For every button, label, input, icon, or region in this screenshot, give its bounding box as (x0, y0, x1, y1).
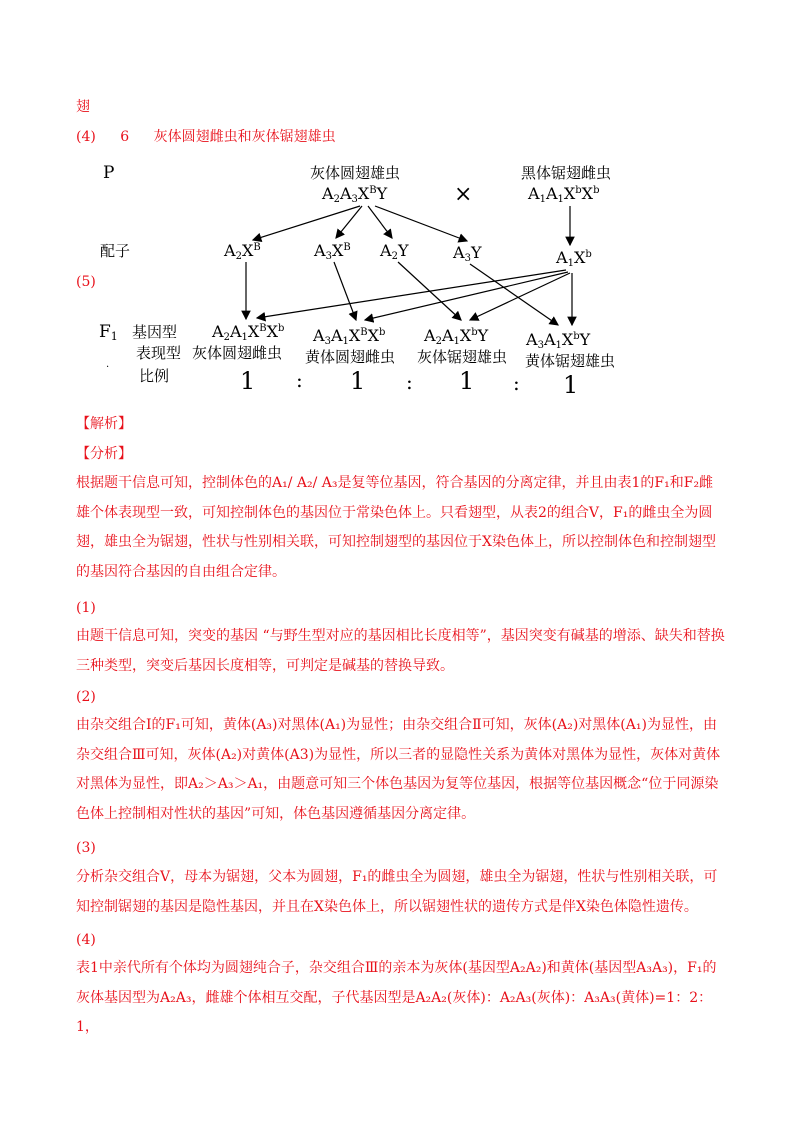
gamete-label: 配子 (100, 242, 131, 260)
offspring-genotype-2: $A3A1X^BX^b$ (313, 326, 386, 347)
fenxi-heading: 【分析】 (76, 446, 132, 462)
q3-paragraph: 分析杂交组合V，母本为锯翅，父本为圆翅，F₁的雌虫全为圆翅，雄虫全为锯翅，性状与性别相关联，可知控制锯翅的基因是隐性基因，并且在X染色体上，所以锯翅性状的遗传方式是伴X染色体隐性遗传。 (76, 869, 718, 915)
cross-symbol: × (454, 182, 473, 207)
q2-paragraph: 由杂交组合Ⅰ的F₁可知，黄体(A₃)对黑体(A₁)为显性；由杂交组合Ⅱ可知，灰体(A₂)对黑体(A₁)为显性，由杂交组合Ⅲ可知，灰体(A₂)对黄体(A3)为显性，所以三者的显隐性关系为黄体对黑体为显性，灰体对黄体对黑体为显性，即A₂＞A₃＞A₁，由题意可知三个体色基因为复等位基因，根据等位基因概念“位于同源染色体上控制相对性状的基因”可知，体色基因遵循基因分离定律。 (76, 717, 721, 822)
f1-label: F1 (99, 322, 118, 343)
gamete-a2y: A2Y (380, 241, 409, 262)
answer-4-label: (4) (76, 129, 96, 145)
ratio-label: 比例 (139, 367, 170, 385)
gamete-a2xb: $A2X^B$ (224, 241, 261, 262)
p-label: P (103, 163, 115, 183)
ratio-colon-1: : (296, 368, 303, 392)
offspring-genotype-1: $A2A1X^BX^b$ (212, 322, 285, 343)
ratio-2: 1 (350, 367, 366, 395)
offspring-genotype-3: $A2A1X^bY$ (424, 326, 489, 347)
phenotype-label: 表现型 (136, 344, 182, 362)
q1-paragraph: 由题干信息可知，突变的基因 “与野生型对应的基因相比长度相等”，基因突变有碱基的增添、缺失和替换三种类型，突变后基因长度相等，可判定是碱基的替换导致。 (76, 628, 725, 674)
answer-4-text: 灰体圆翅雌虫和灰体锯翅雄虫 (153, 129, 336, 145)
q1-label: (1) (76, 600, 96, 616)
offspring-phenotype-2: 黄体圆翅雌虫 (305, 348, 396, 366)
gamete-a3xb: $A3X^B$ (314, 241, 351, 262)
gamete-a3y: A3Y (453, 243, 482, 264)
top-fragment: 翅 (76, 99, 90, 115)
q2-label: (2) (76, 689, 96, 705)
answer-5-label: (5) (76, 274, 96, 290)
offspring-phenotype-1: 灰体圆翅雌虫 (192, 344, 283, 362)
answer-4-number: 6 (120, 129, 130, 145)
parent2-genotype: $A1A1X^bX^b$ (528, 184, 600, 205)
q3-label: (3) (76, 840, 96, 856)
parent2-name: 黑体锯翅雌虫 (521, 164, 612, 182)
offspring-genotype-4: $A3A1X^bY$ (526, 330, 591, 351)
genetic-cross-diagram (0, 0, 800, 400)
analysis-heading: 【解析】 (76, 416, 132, 432)
ratio-1: 1 (240, 367, 256, 395)
gamete-a1xb: $A1X^b$ (556, 248, 592, 269)
fenxi-paragraph: 根据题干信息可知，控制体色的A₁/ A₂/ A₃是复等位基因，符合基因的分离定律，并且由表1的F₁和F₂雌雄个体表现型一致，可知控制体色的基因位于常染色体上。只看翅型，从表2的组合V，F₁的雌虫全为圆翅，雄虫全为锯翅，性状与性别相关联，可知控制翅型的基因位于X染色体上，所以控制体色和控制翅型的基因符合基因的自由组合定律。 (76, 475, 716, 580)
parent1-genotype: $A2A3X^BY$ (322, 184, 388, 205)
small-dot: . (106, 359, 110, 370)
ratio-3: 1 (459, 367, 475, 395)
offspring-phenotype-4: 黄体锯翅雄虫 (525, 352, 616, 370)
ratio-colon-3: : (513, 371, 520, 395)
q4-label: (4) (76, 932, 96, 948)
ratio-colon-2: : (406, 370, 413, 394)
parent1-name: 灰体圆翅雄虫 (310, 164, 401, 182)
q4-paragraph: 表1中亲代所有个体均为圆翅纯合子，杂交组合Ⅲ的亲本为灰体(基因型A₂A₂)和黄体(基因型A₃A₃)，F₁的灰体基因型为A₂A₃，雌雄个体相互交配，子代基因型是A₂A₂(灰体)：A₂A₃(灰体)：A₃A₃(黄体)=1：2：1， (76, 960, 717, 1035)
offspring-phenotype-3: 灰体锯翅雄虫 (417, 348, 508, 366)
ratio-4: 1 (563, 371, 579, 399)
genotype-label: 基因型 (132, 323, 178, 341)
